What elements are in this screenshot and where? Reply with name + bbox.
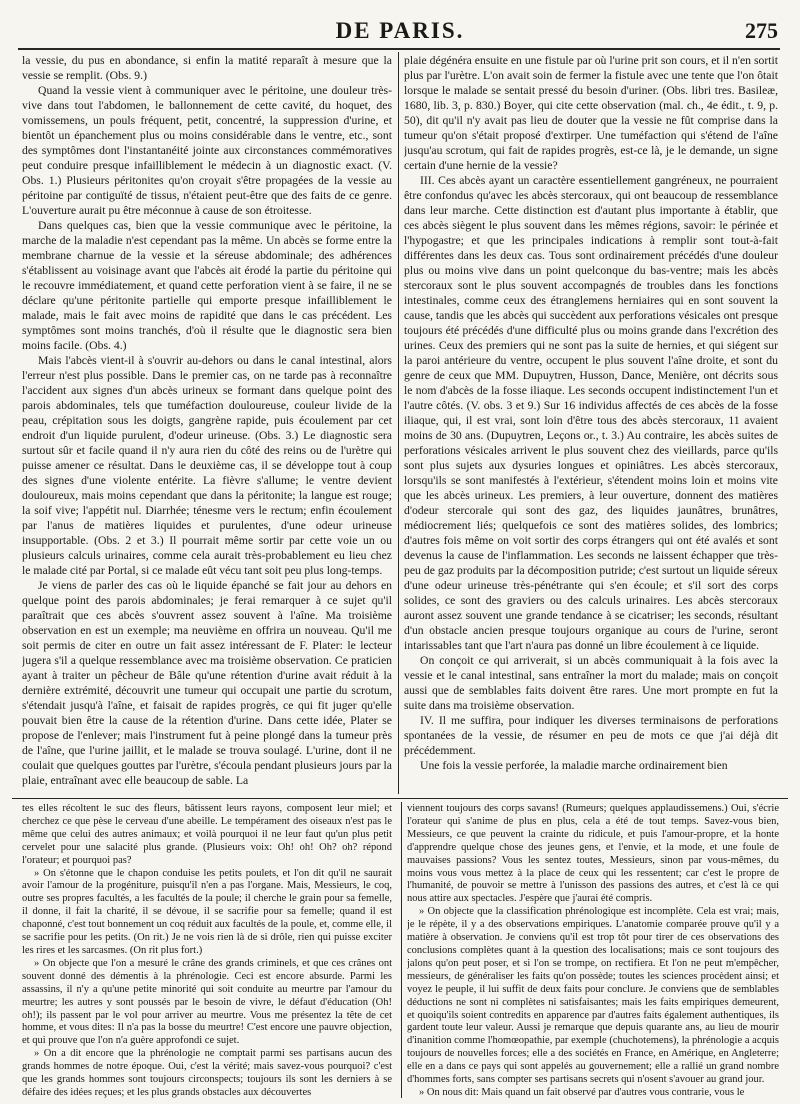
paragraph: IV. Il me suffira, pour indiquer les diverses terminaisons de perforations spontanées de la vessie, de résumer en peu de mots ce que j'ai déjà dit précédemment.	[404, 714, 778, 757]
column-divider	[398, 52, 399, 794]
paragraph: Je viens de parler des cas où le liquide épanché se fait jour au dehors en quelque point des parois abdominales; je ferai remarquer à ce sujet qu'il paraîtrait que ces abcès s'ouvrent assez souvent à l'aîne. Ma troisième observation en est un exemple; ma neuvième en offrira un nouveau. Qu'il me soit permis de citer en outre un fait assez intéressant de F. Plater: le lecteur jugera s'il a quelque ressemblance avec ma troisième observation. Ce praticien ayant à traiter un pêcheur de Bâle qu'une rétention d'urine avait réduit à la dernière extrémité, découvrit une tumeur qui occupait une partie du scrotum, s'étendait jusqu'à l'aîne, et faisait de rapides progrès, ce qui fit juger qu'elle pouvait bien être la cause de la rétention d'urine. Dans cette idée, Plater se propose de l'enlever; mais l'instrument fut à peine plongé dans la tumeur près de l'aîne, que l'urine jaillit, et le malade se trouva soulagé. L'urine, dont il ne coulait que quelques gouttes par l'urètre, s'écoula pendant plusieurs jours par la plaie, entraînant avec elle beaucoup de sable. La	[22, 579, 392, 787]
paragraph: la vessie, du pus en abondance, si enfin la matité reparaît à mesure que la vessie se remplit. (Obs. 9.)	[22, 54, 392, 82]
paragraph: Quand la vessie vient à communiquer avec le péritoine, une douleur très-vive dans tout l'abdomen, le ballonnement de cette cavité, du hoquet, des vomissemens, un pouls fréquent, petit, concentré, la suppression d'urine, et bientôt un épanchement plus ou moins considérable dans le ventre, etc., sont des symptômes dont l'instantanéité jointe aux circonstances commémoratives peut conduire presque infailliblement le médecin à un diagnostic exact. (V. Obs. 1.) Plusieurs péritonites qu'on croyait s'être propagées de la vessie au péritoine par contiguïté de tissus, n'étaient peut-être que des faits de ce genre. L'ouverture aurait pu être méconnue à cause de son étroitesse.	[22, 84, 392, 217]
feuilleton-column-divider	[401, 802, 402, 1098]
running-head: DE PARIS.	[335, 18, 465, 43]
paragraph: On conçoit ce qui arriverait, si un abcès communiquait à la fois avec la vessie et le canal intestinal, sans entraîner la mort du malade; mais on conçoit aussi que de semblables faits doivent être rares. Une mort prompte en fut la suite dans ma troisième observation.	[404, 654, 778, 712]
page-number: 275	[745, 18, 778, 43]
feuilleton-left-column	[22, 803, 392, 1100]
upper-right-column	[404, 53, 778, 795]
paragraph: » On objecte que la classification phrénologique est incomplète. Cela est vrai; mais, je le répète, il y a des observations empiriques. L'anatomie comparée prouve qu'il y a matière à observation. Je conviens qu'il est trop tôt pour tirer de ces observations des conclusions complètes quant à la question des localisations; mais ce sont toujours des jalons qu'on peut poser, et si l'on se trompe, on rectifiera. Et l'on ne peut m'empêcher, messieurs, de généraliser les faits qu'on possède; toutes les sciences procèdent ainsi; et voyez le peuple, il lui suffit de deux faits pour conclure. Je conviens que de semblables déductions ne sont ni complètes ni satisfaisantes; mais les faits empiriques demeurent, et quoiqu'ils soient contredits en apparence par d'autres faits également authentiques, ils gardent toute leur valeur. Aussi je remarque que depuis quarante ans, au lieu de mourir d'inanition comme l'homœopathie, par exemple (chuchotemens), la phrénologie a acquis toujours de nouvelles forces; elle a des sociétés en France, en Amérique, en Angleterre; elle en a dans ce pays qui sont appelés au gouvernement; elle a rallié un grand nombre d'hommes forts, sans compter ses partisans secrets qui n'osent s'avouer au grand jour.	[407, 906, 779, 1086]
upper-left-column	[22, 53, 392, 795]
paragraph: Dans quelques cas, bien que la vessie communique avec le péritoine, la marche de la maladie n'est cependant pas la même. Un abcès se forme entre la membrane charnue de la vessie et la séreuse abdominale; des adhérences s'établissent au voisinage avant que l'abcès ait érodé la partie du péritoine qui le recouvre immédiatement, et quand cette perforation vient à se faire, il ne se déclare qu'une péritonite partielle qui emporte presque infailliblement le malade, mais le fait avec moins de rapidité que dans le cas précédent. Les symptômes sont moins tranchés, d'où il résulte que le diagnostic sera bien moins facile. (Obs. 4.)	[22, 219, 392, 352]
feuilleton-rule	[12, 798, 788, 799]
paragraph: tes elles récoltent le suc des fleurs, bâtissent leurs rayons, composent leur miel; et cherchez ce que pèse le cerveau d'une abeille. Le tempérament des oiseaux n'est pas le même que celui des autres animaux; et voilà pourquoi il ne leur faut qu'un plus petit cervelet pour une salacité plus grande. (Plusieurs voix: Oh! oh! Oh? oh? répond l'orateur; et pourquoi pas?	[22, 803, 392, 866]
paragraph: » On s'étonne que le chapon conduise les petits poulets, et l'on dit qu'il ne saurait avoir l'amour de la progéniture, puisqu'il n'en a pas l'organe. Mais, Messieurs, le coq, outre ses propres facultés, a les facultés de la poule; il cherche le grain pour sa femelle, il donne, il fait la charité, il se dévoue, il se sacrifie pour sa femelle; quand il est chaponné, c'est tout bonnement un coq réduit aux facultés de la poule, et, comme elle, il se sacrifie pour les petits. (On rit.) Je ne vois rien là de si drôle, rien qui puisse exciter les rires et les sarcasmes. (On rit plus fort.)	[22, 867, 392, 956]
header-rule	[18, 48, 780, 50]
paragraph: » On a dit encore que la phrénologie ne comptait parmi ses partisans aucun des grands hommes de notre époque. Oui, c'est la vérité; mais savez-vous pourquoi? c'est que les grands hommes sont toujours circonspects; toujours ils sont les derniers à se défaire des idées reçues; et les plus grands obstacles aux découvertes	[22, 1048, 392, 1098]
paragraph: viennent toujours des corps savans! (Rumeurs; quelques applaudissemens.) Oui, s'écrie l'orateur qui s'anime de plus en plus, cela a été de tout temps. Savez-vous bien, Messieurs, ce que peuvent la crainte du ridicule, et puis l'amour-propre, et la honte d'apprendre quelque chose des jeunes gens, et l'envie, et la mode, et une foule de mauvaises passions? Vous les sentez toutes, Messieurs, sinon par vous-mêmes, du moins vous vous mettez à la place de ceux qui les ressentent; car c'est le propre de l'humanité, de pouvoir se mettre à l'unisson des passions des autres, et c'est là ce qui nous attire aux spectacles. J'espère que j'aurai été compris.	[407, 803, 779, 905]
paragraph: Mais l'abcès vient-il à s'ouvrir au-dehors ou dans le canal intestinal, alors l'erreur n'est plus possible. Dans le premier cas, on ne tarde pas à reconnaître l'accident aux signes d'un abcès urineux se formant dans quelque point des parois abdominales, tels que tuméfaction douloureuse, couleur livide de la peau, crépitation sous les doigts, gangrène rapide, puis écoulement par cet endroit d'un liquide purulent, d'odeur urineuse. (Obs. 3.) Le diagnostic sera surtout sûr et facile quand il n'y aura rien du côté des reins ou de l'urètre qui puisse amener ce résultat. Dans le deuxième cas, il se développe tout à coup des signes d'une violente entérite. La fièvre s'allume; le ventre devient douloureux, mais moins cependant que dans la péritonite; la langue est rouge; la soif vive; l'appétit nul. Diarrhée; ténesme vers le rectum; enfin écoulement par l'anus de matières liquides et purulentes, d'une odeur urineuse insupportable. (Obs. 2 et 3.) Il pourrait même sortir par cette voie un ou plusieurs calculs urinaires, comme cela aurait très-probablement eu lieu chez le malade cité par Portal, si ce malade eût vécu tant soit peu plus long-temps.	[22, 354, 392, 577]
page-header	[0, 8, 800, 48]
feuilleton-right-column	[407, 803, 779, 1100]
paragraph: III. Ces abcès ayant un caractère essentiellement gangréneux, ne pourraient être confondus qu'avec les abcès stercoraux, qui ont beaucoup de ressemblance dans leur marche. Cette distinction est d'autant plus importante à établir, que ces abcès siègent le plus souvent dans les mêmes régions, savoir: le périnée et l'hypogastre; et que les principales indications à remplir sont tout-à-fait différentes dans les deux cas. Tous sont ordinairement précédés d'une douleur plus ou moins vive dans un point quelconque du bas-ventre; mais les abcès stercoraux sont le plus souvent accompagnés de troubles dans les fonctions intestinales, comme ceux des étranglemens herniaires qui en sont souvent la cause, tandis que les abcès qui succèdent aux perforations vésicales ont presque toujours été précédés d'une difficulté plus ou moins grande dans l'excrétion des urines. Ceux des premiers qui ne sont pas la suite de hernies, et qui siégent sur la paroi antérieure du ventre, occupent le plus souvent l'aîne droite, et sont du genre de ceux que MM. Dupuytren, Husson, Dance, Menière, ont décrits sous le nom d'abcès de la fosse iliaque. Les seconds occupent indistinctement l'un et l'autre côtés. (V. obs. 3 et 9.) Sur 16 individus affectés de ces abcès de la fosse iliaque, qui, il est vrai, sont loin d'être tous des abcès stercoraux, 11 avaient moins de 30 ans. (Dupuytren, Leçons or., t. 3.) Au contraire, les abcès suites de perforations vésicales arrivent le plus souvent chez des vieillards, parce qu'ils sont plus sujets aux dysuries longues et opiniâtres. Les abcès stercoraux, lorsqu'ils se sont manifestés à l'extérieur, s'étendent moins loin et moins vite que les abcès urineux. Les premiers, à leur ouverture, donnent des matières d'odeur stercorale qui sont des gaz, des liquides jaunâtres, brunâtres, médiocrement liés; quelquefois ce sont des matières solides, des lombrics; d'autres fois même on voit sortir des corps étrangers qui ont été avalés et sont devenus la cause de l'inflammation. Les seconds ne laissent échapper que très-peu de gaz produits par la décomposition putride; c'est surtout un liquide séreux d'une odeur urineuse très-pénétrante qui s'en écoule; et s'il sort des corps solides, ce sont des graviers ou des calculs urinaires. Les abcès stercoraux auront assez souvent une grande tendance à se cicatriser; les seconds, résultant d'un obstacle ancien presque toujours organique au cours de l'urine, seront intarissables tant que l'art n'aura pas donné un libre écoulement à ce liquide.	[404, 174, 778, 652]
paragraph: Une fois la vessie perforée, la maladie marche ordinairement bien	[420, 759, 728, 772]
paragraph: » On objecte que l'on a mesuré le crâne des grands criminels, et que ces crânes ont souvent donné des démentis à la phrénologie. Ceci est encore absurde. Parmi les assassins, il n'y a qu'une petite minorité qui soit conduite au meurtre par l'amour du meurtre; les autres y sont poussés par le besoin de vivre, le défaut d'éducation (Oh! oh!); ils passent par le vol pour arriver au meurtre. Vous me présentez la tête de cet homme, et vous dites: Il n'a pas la bosse du meurtre! C'est encore une pauvre objection, et qui prouve que l'on n'a guère approfondi ce sujet.	[22, 957, 392, 1047]
paragraph: plaie dégénéra ensuite en une fistule par où l'urine prit son cours, et il n'en sortit plus par l'urètre. L'on avait soin de fermer la fistule avec une tente que l'on ôtait lorsque le malade se sentait pressé du besoin d'uriner. (Obs. libri tres. Basileæ, 1680, lib. 3, p. 830.) Boyer, qui cite cette observation (mal. ch., 4e édit., t. 9, p. 50), dit qu'il n'y avait pas lieu de douter que la vessie ne fût comprise dans la tumeur qu'on s'était proposé d'extirper. Une tuméfaction qui s'étend de l'aîne jusqu'au scrotum, qui fait de rapides progrès, est-ce là, je le demande, un signe certain d'une hernie de la vessie?	[404, 54, 778, 172]
paragraph: » On nous dit: Mais quand un fait observé par d'autres vous contrarie, vous le	[419, 1086, 745, 1098]
